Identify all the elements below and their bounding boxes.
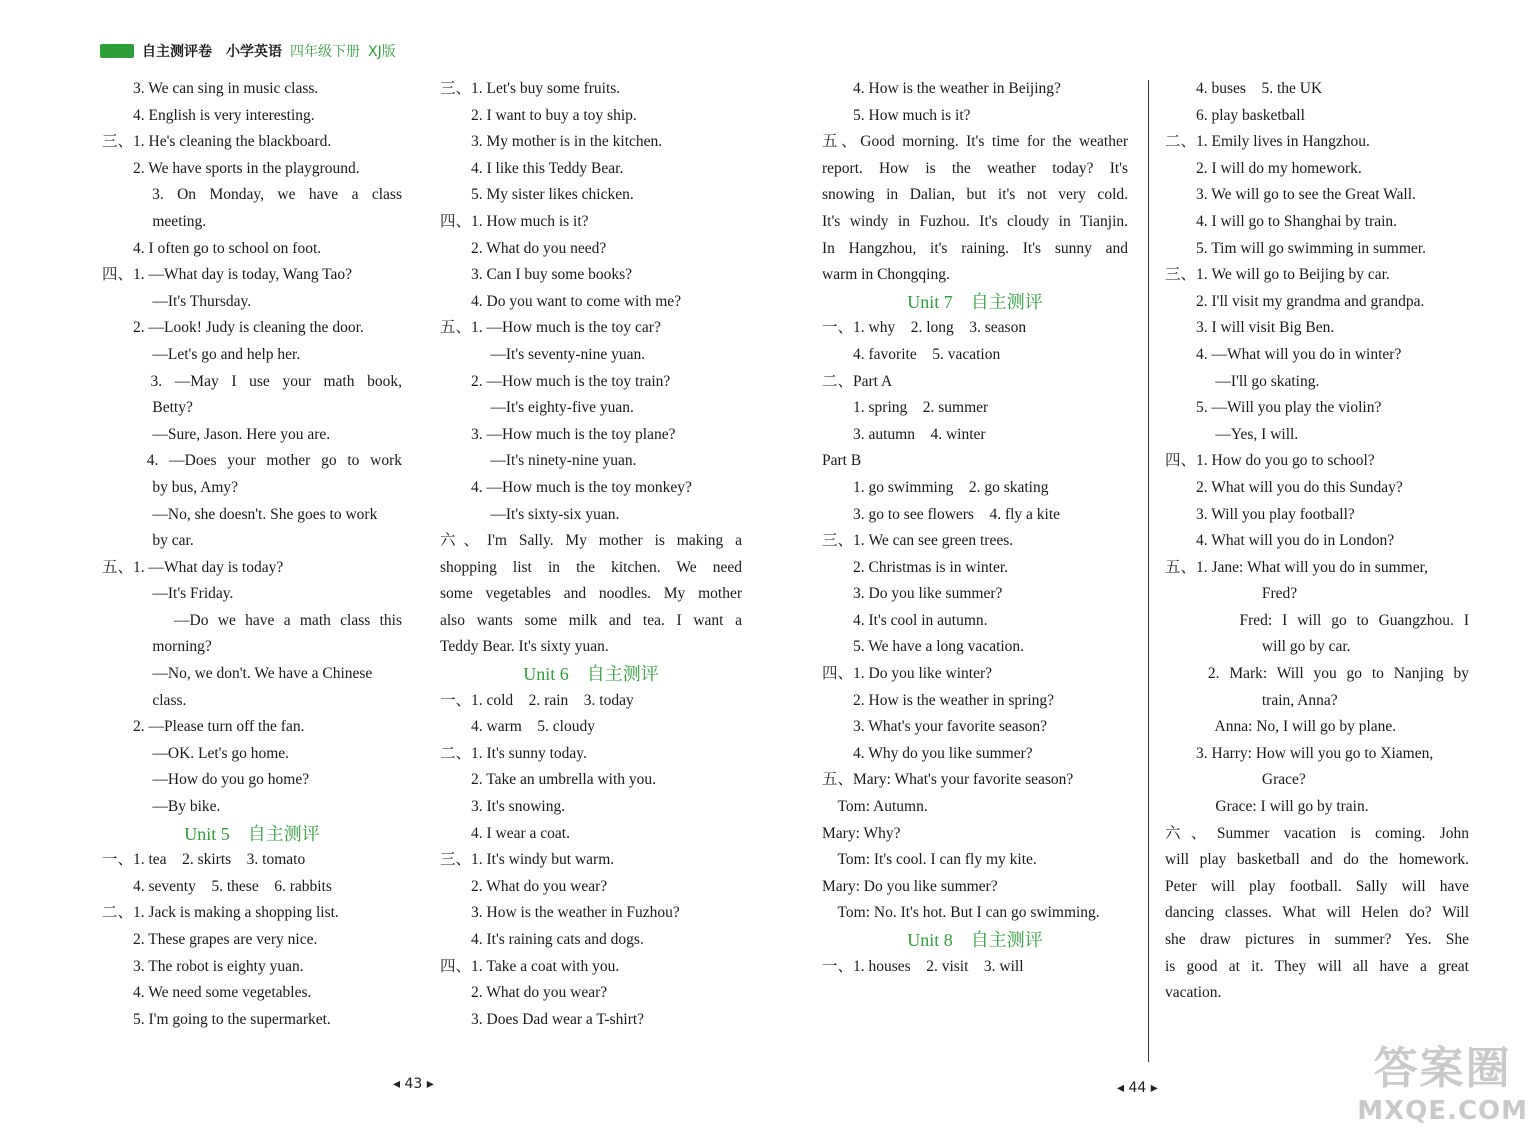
answer-line: —Sure, Jason. Here you are. <box>102 425 331 443</box>
watermark <box>1357 1032 1528 1126</box>
answer-line: 4. What will you do in London? <box>1165 532 1395 550</box>
answer-line: —No, she doesn't. She goes to work <box>102 505 378 523</box>
answer-line: 四、1. How do you go to school? <box>1165 452 1375 470</box>
page-prev-arrow-icon: ◂ <box>1117 1080 1125 1096</box>
subject-label: 小学英语 <box>226 44 282 60</box>
answer-line: shopping list in the kitchen. We need <box>440 558 742 576</box>
answer-line: class. <box>102 691 187 709</box>
answer-line: —By bike. <box>102 798 221 816</box>
answer-line: 四、1. Do you like winter? <box>822 665 993 683</box>
answer-line: 2. I want to buy a toy ship. <box>440 106 637 124</box>
answer-line: also wants some milk and tea. I want a <box>440 611 742 629</box>
edition-label: XJ版 <box>368 44 396 60</box>
page-prev-arrow-icon: ◂ <box>393 1076 401 1092</box>
answer-line: 2. How is the weather in spring? <box>822 691 1055 709</box>
answer-line: 五、Mary: What's your favorite season? <box>822 771 1074 789</box>
answer-line: 3. autumn 4. winter <box>822 425 986 443</box>
answer-line: 2. What do you need? <box>440 239 607 257</box>
answer-line: 4. It's raining cats and dogs. <box>440 931 644 948</box>
page-divider-line <box>1148 80 1149 1062</box>
answer-line: 2. I will do my homework. <box>1165 159 1362 177</box>
answer-line: will go by car. <box>1165 638 1351 656</box>
answer-line: 三、1. Let's buy some fruits. <box>440 80 621 97</box>
answer-line: 3. What's your favorite season? <box>822 718 1048 736</box>
answer-line: 一、1. houses 2. visit 3. will <box>822 957 1024 975</box>
answer-line: 3. —May I use your math book, <box>102 372 402 390</box>
answer-line: 4. Do you want to come with me? <box>440 292 682 310</box>
book-title: 自主测评卷 <box>142 44 212 60</box>
grade-label: 四年级下册 <box>290 44 360 60</box>
answer-line: 4. It's cool in autumn. <box>822 611 988 629</box>
answer-line: 3. On Monday, we have a class <box>102 186 402 204</box>
answer-line: 2. What do you wear? <box>440 984 608 1002</box>
answer-line: she draw pictures in summer? Yes. She <box>1165 931 1469 948</box>
answer-line: 4. How is the weather in Beijing? <box>822 80 1061 97</box>
answer-line: 三、1. He's cleaning the blackboard. <box>102 133 332 151</box>
unit-heading: Unit 8 自主测评 <box>907 930 1043 950</box>
answer-line: 5. My sister likes chicken. <box>440 186 634 204</box>
answer-line: 5. How much is it? <box>822 106 971 124</box>
answer-line: —Let's go and help her. <box>102 345 301 363</box>
answer-line: 5. I'm going to the supermarket. <box>102 1010 331 1028</box>
answer-line: 2. I'll visit my grandma and grandpa. <box>1165 292 1425 310</box>
answer-line: 二、1. Jack is making a shopping list. <box>102 904 339 922</box>
unit-heading: Unit 7 自主测评 <box>907 291 1043 312</box>
answer-line: Tom: It's cool. I can fly my kite. <box>822 851 1037 869</box>
answer-line: —No, we don't. We have a Chinese <box>102 665 373 683</box>
answer-line: 3. go to see flowers 4. fly a kite <box>822 505 1061 523</box>
answer-line: 3. The robot is eighty yuan. <box>102 957 304 975</box>
watermark-url: MXQE.COM <box>1357 1096 1528 1126</box>
answer-line: 2. What do you wear? <box>440 877 608 895</box>
answer-line: Tom: No. It's hot. But I can go swimming. <box>822 904 1100 922</box>
page-44-right-column <box>1165 76 1469 1007</box>
unit-heading: Unit 6 自主测评 <box>523 664 659 685</box>
answer-line: 2. —Look! Judy is cleaning the door. <box>102 319 364 337</box>
page-43-right-column <box>440 76 742 1033</box>
answer-line: 六、Summer vacation is coming. John <box>1165 824 1469 842</box>
answer-line: 5. Tim will go swimming in summer. <box>1165 239 1426 257</box>
answer-line: 4. —What will you do in winter? <box>1165 345 1402 363</box>
answer-line: Mary: Why? <box>822 824 901 842</box>
answer-line: 4. favorite 5. vacation <box>822 345 1001 363</box>
answer-line: Mary: Do you like summer? <box>822 877 998 895</box>
answer-line: 2. —Please turn off the fan. <box>102 718 305 736</box>
answer-line: 3. We will go to see the Great Wall. <box>1165 186 1416 204</box>
unit-heading: Unit 5 自主测评 <box>184 823 320 844</box>
answer-line: 3. Will you play football? <box>1165 505 1355 523</box>
answer-line: 4. —Does your mother go to work <box>102 452 402 470</box>
answer-line: meeting. <box>102 212 207 230</box>
answer-line: 3. Do you like summer? <box>822 585 1003 603</box>
answer-line: Betty? <box>102 399 193 417</box>
answer-line: 4. I wear a coat. <box>440 824 570 842</box>
answer-line: 3. My mother is in the kitchen. <box>440 133 663 151</box>
answer-line: Part B <box>822 452 862 470</box>
answer-line: 3. Harry: How will you go to Xiamen, <box>1165 744 1434 762</box>
answer-line: 2. Take an umbrella with you. <box>440 771 657 789</box>
answer-line: 2. —How much is the toy train? <box>440 372 671 390</box>
answer-line: —It's seventy-nine yuan. <box>440 345 646 363</box>
answer-line: —It's Thursday. <box>102 292 252 310</box>
answer-line: 四、1. How much is it? <box>440 212 589 230</box>
answer-line: vacation. <box>1165 984 1222 1002</box>
answer-line: morning? <box>102 638 212 656</box>
answer-line: 一、1. cold 2. rain 3. today <box>440 691 634 709</box>
answer-line: —I'll go skating. <box>1165 372 1320 390</box>
answer-line: 5. We have a long vacation. <box>822 638 1025 656</box>
answer-line: by bus, Amy? <box>102 478 239 496</box>
page-number-44: ◂ 44 ▸ <box>1117 1080 1158 1096</box>
page-number-43: ◂ 43 ▸ <box>393 1076 434 1092</box>
answer-line: snowing in Dalian, but it's not very cold. <box>822 186 1128 204</box>
answer-line: 5. —Will you play the violin? <box>1165 399 1382 417</box>
answer-line: 3. —How much is the toy plane? <box>440 425 676 443</box>
answer-line: In Hangzhou, it's raining. It's sunny and <box>822 239 1128 257</box>
answer-line: 三、1. We can see green trees. <box>822 532 1014 550</box>
logo-badge-icon <box>100 44 134 58</box>
page-next-arrow-icon: ▸ <box>1150 1080 1158 1096</box>
answer-line: 四、1. Take a coat with you. <box>440 957 620 975</box>
answer-line: 五、1. —How much is the toy car? <box>440 319 661 337</box>
page-header <box>100 40 396 62</box>
answer-line: 3. We can sing in music class. <box>102 80 319 97</box>
answer-line: 2. We have sports in the playground. <box>102 159 360 177</box>
answer-line: is good at it. They will all have a great <box>1165 957 1469 975</box>
answer-line: —Do we have a math class this <box>102 611 402 629</box>
page-43-left-column <box>102 76 402 1033</box>
answer-line: 4. We need some vegetables. <box>102 984 312 1002</box>
answer-line: 6. play basketball <box>1165 106 1305 124</box>
answer-line: report. How is the weather today? It's <box>822 159 1128 177</box>
answer-line: 三、1. We will go to Beijing by car. <box>1165 266 1390 284</box>
answer-line: Peter will play football. Sally will have <box>1165 877 1469 895</box>
answer-line: 4. I like this Teddy Bear. <box>440 159 624 177</box>
answer-line: 2. These grapes are very nice. <box>102 931 318 948</box>
answer-line: Anna: No, I will go by plane. <box>1165 718 1397 736</box>
answer-line: Teddy Bear. It's sixty yuan. <box>440 638 609 656</box>
answer-line: 二、1. It's sunny today. <box>440 744 587 762</box>
answer-line: 五、1. —What day is today? <box>102 558 284 576</box>
page-44-left-column <box>822 76 1128 980</box>
answer-line: by car. <box>102 532 194 550</box>
answer-line: 4. warm 5. cloudy <box>440 718 595 736</box>
answer-line: 4. I often go to school on foot. <box>102 239 322 257</box>
answer-line: 2. Mark: Will you go to Nanjing by <box>1165 665 1469 683</box>
answer-line: 2. Christmas is in winter. <box>822 558 1009 576</box>
answer-line: 3. It's snowing. <box>440 798 566 816</box>
answer-line: —It's Friday. <box>102 585 234 603</box>
answer-line: 4. —How much is the toy monkey? <box>440 478 692 496</box>
answer-line: warm in Chongqing. <box>822 266 950 284</box>
answer-line: 3. I will visit Big Ben. <box>1165 319 1335 337</box>
answer-line: dancing classes. What will Helen do? Will <box>1165 904 1469 922</box>
answer-line: 三、1. It's windy but warm. <box>440 851 615 869</box>
answer-line: —It's eighty-five yuan. <box>440 399 634 417</box>
answer-line: It's windy in Fuzhou. It's cloudy in Tianjin. <box>822 212 1128 230</box>
answer-line: Fred: I will go to Guangzhou. I <box>1165 611 1469 629</box>
answer-line: 3. Does Dad wear a T-shirt? <box>440 1010 645 1028</box>
watermark-logo: 答案圈 <box>1373 1043 1512 1094</box>
answer-line: —OK. Let's go home. <box>102 744 290 762</box>
answer-line: 一、1. tea 2. skirts 3. tomato <box>102 851 306 869</box>
answer-line: 五、Good morning. It's time for the weather <box>822 133 1128 151</box>
answer-line: Fred? <box>1165 585 1298 603</box>
answer-line: 3. How is the weather in Fuzhou? <box>440 904 680 922</box>
page-next-arrow-icon: ▸ <box>426 1076 434 1092</box>
answer-line: —It's sixty-six yuan. <box>440 505 620 523</box>
answer-line: 4. buses 5. the UK <box>1165 80 1323 97</box>
answer-line: 4. English is very interesting. <box>102 106 315 124</box>
answer-line: train, Anna? <box>1165 691 1338 709</box>
answer-line: 3. Can I buy some books? <box>440 266 633 284</box>
answer-line: 二、1. Emily lives in Hangzhou. <box>1165 133 1370 151</box>
answer-line: 五、1. Jane: What will you do in summer, <box>1165 558 1428 576</box>
answer-line: 四、1. —What day is today, Wang Tao? <box>102 266 353 284</box>
answer-line: will play basketball and do the homework. <box>1165 851 1469 869</box>
answer-line: 六、I'm Sally. My mother is making a <box>440 532 742 550</box>
answer-line: Tom: Autumn. <box>822 798 928 816</box>
answer-line: 二、Part A <box>822 372 893 390</box>
answer-line: 4. I will go to Shanghai by train. <box>1165 212 1398 230</box>
answer-line: —Yes, I will. <box>1165 425 1299 443</box>
answer-line: 4. Why do you like summer? <box>822 744 1033 762</box>
answer-line: 1. go swimming 2. go skating <box>822 478 1049 496</box>
answer-line: 4. seventy 5. these 6. rabbits <box>102 877 332 895</box>
answer-line: —How do you go home? <box>102 771 310 789</box>
answer-line: some vegetables and noodles. My mother <box>440 585 742 603</box>
answer-line: 2. What will you do this Sunday? <box>1165 478 1403 496</box>
answer-line: —It's ninety-nine yuan. <box>440 452 637 470</box>
answer-line: Grace? <box>1165 771 1306 789</box>
answer-line: 1. spring 2. summer <box>822 399 989 417</box>
answer-line: 一、1. why 2. long 3. season <box>822 319 1027 337</box>
answer-line: Grace: I will go by train. <box>1165 798 1369 816</box>
